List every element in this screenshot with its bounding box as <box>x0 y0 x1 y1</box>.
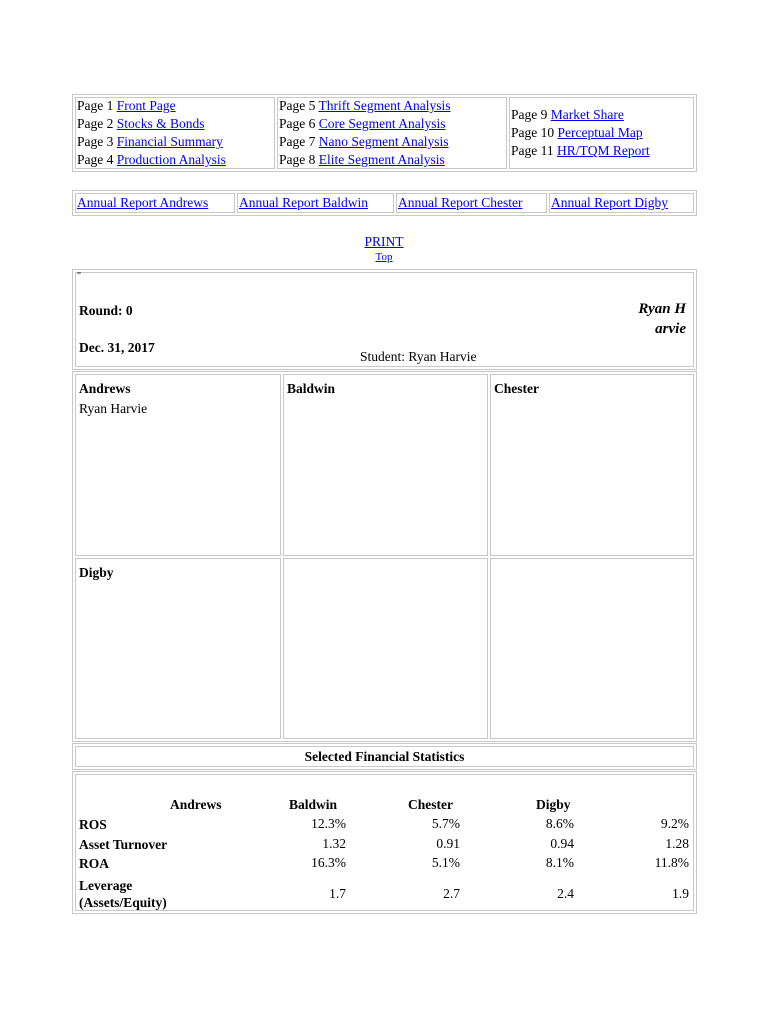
annual-report-bar <box>72 190 697 216</box>
nav-item <box>77 133 273 151</box>
nav-item <box>511 106 692 124</box>
cell-value: 1.32 <box>322 836 346 851</box>
company-cell-andrews <box>75 374 281 556</box>
cell-value: 2.7 <box>443 886 460 901</box>
round-label: Round: 0 <box>79 303 133 318</box>
stats-header-row <box>76 797 693 817</box>
company-cell-empty <box>490 558 694 740</box>
nav-column-2 <box>277 97 507 169</box>
company-name: Digby <box>79 564 114 580</box>
student-label: Student: Ryan Harvie <box>360 349 477 364</box>
nav-item <box>77 97 273 115</box>
report-header <box>72 269 697 370</box>
report-cell-digby <box>549 193 694 213</box>
cell-value: 11.8% <box>654 855 689 870</box>
column-header: Andrews <box>170 797 222 812</box>
link-annual-report-chester[interactable]: Annual Report Chester <box>398 195 523 210</box>
stats-title: Selected Financial Statistics <box>75 746 694 767</box>
link-annual-report-andrews[interactable]: Annual Report Andrews <box>77 195 209 210</box>
nav-page-number: Page 8 <box>279 151 316 167</box>
nav-item <box>77 151 273 169</box>
row-label: Asset Turnover <box>79 837 168 852</box>
nav-column-3 <box>509 97 694 169</box>
stats-row-leverage <box>76 877 693 913</box>
nav-page-number: Page 11 <box>511 142 554 158</box>
company-grid <box>72 371 697 742</box>
link-core-segment[interactable]: Core Segment Analysis <box>318 116 446 132</box>
company-member: Ryan Harvie <box>79 401 148 416</box>
nav-page-number: Page 1 <box>77 98 114 114</box>
report-cell-andrews <box>75 193 235 213</box>
stats-title-box <box>72 743 697 770</box>
nav-item <box>511 124 692 142</box>
page-navigation <box>72 94 697 172</box>
link-thrift-segment[interactable]: Thrift Segment Analysis <box>318 98 451 114</box>
print-block <box>0 234 768 264</box>
link-front-page[interactable]: Front Page <box>116 98 176 114</box>
company-cell-digby <box>75 558 281 740</box>
nav-page-number: Page 3 <box>77 134 114 149</box>
financial-statistics-table <box>72 771 697 914</box>
cell-value: 1.28 <box>665 836 689 851</box>
cell-value: 5.1% <box>431 855 460 870</box>
stats-row-asset-turnover <box>76 836 693 856</box>
stats-row-roa <box>76 855 693 875</box>
row-label: Leverage (Assets/Equity) <box>79 878 167 910</box>
link-nano-segment[interactable]: Nano Segment Analysis <box>318 134 449 149</box>
print-link[interactable]: PRINT <box>364 234 404 249</box>
nav-item <box>511 142 692 160</box>
cell-value: 1.9 <box>672 886 689 901</box>
link-market-share[interactable]: Market Share <box>550 107 624 123</box>
company-name: Chester <box>494 381 539 396</box>
nav-page-number: Page 9 <box>511 107 548 123</box>
top-link[interactable]: Top <box>375 251 393 263</box>
column-header: Chester <box>408 797 453 812</box>
nav-page-number: Page 4 <box>77 151 114 167</box>
date-label: Dec. 31, 2017 <box>79 340 155 355</box>
link-annual-report-baldwin[interactable]: Annual Report Baldwin <box>239 195 368 210</box>
cell-value: 2.4 <box>557 886 574 901</box>
cell-value: 1.7 <box>329 886 346 901</box>
column-header: Digby <box>536 797 571 812</box>
cell-value: 9.2% <box>660 816 689 831</box>
row-label: ROA <box>79 856 109 871</box>
nav-page-number: Page 10 <box>511 125 555 141</box>
nav-page-number: Page 7 <box>279 134 316 149</box>
cell-value: 8.1% <box>545 855 574 870</box>
stats-row-ros <box>76 816 693 836</box>
student-name: Ryan Harvie <box>638 301 686 337</box>
cell-value: 12.3% <box>311 816 346 831</box>
company-name: Baldwin <box>287 381 336 396</box>
nav-item <box>279 151 505 169</box>
link-production-analysis[interactable]: Production Analysis <box>116 151 226 167</box>
link-annual-report-digby[interactable]: Annual Report Digby <box>551 195 668 210</box>
link-elite-segment[interactable]: Elite Segment Analysis <box>318 151 445 167</box>
cell-value: 5.7% <box>431 816 460 831</box>
nav-page-number: Page 2 <box>77 116 114 132</box>
financial-statistics-inner <box>75 774 694 911</box>
company-cell-empty <box>283 558 488 740</box>
cell-value: 8.6% <box>545 816 574 831</box>
report-cell-baldwin <box>237 193 394 213</box>
company-cell-chester <box>490 374 694 556</box>
report-cell-chester <box>396 193 547 213</box>
link-hr-tqm-report[interactable]: HR/TQM Report <box>557 142 650 158</box>
nav-item <box>77 115 273 133</box>
cell-value: 16.3% <box>311 855 346 870</box>
nav-item <box>279 133 505 151</box>
nav-item <box>279 97 505 115</box>
link-stocks-bonds[interactable]: Stocks & Bonds <box>116 116 205 132</box>
cell-value: 0.91 <box>436 836 460 851</box>
company-name: Andrews <box>79 381 131 396</box>
report-header-inner <box>75 272 694 367</box>
nav-page-number: Page 5 <box>279 98 316 114</box>
nav-column-1 <box>75 97 275 169</box>
nav-item <box>279 115 505 133</box>
link-financial-summary[interactable]: Financial Summary <box>116 134 223 149</box>
nav-page-number: Page 6 <box>279 116 316 132</box>
column-header: Baldwin <box>289 797 338 812</box>
quote-mark: " <box>77 271 82 282</box>
link-perceptual-map[interactable]: Perceptual Map <box>557 125 643 141</box>
row-label: ROS <box>79 817 107 832</box>
cell-value: 0.94 <box>550 836 574 851</box>
company-cell-baldwin <box>283 374 488 556</box>
